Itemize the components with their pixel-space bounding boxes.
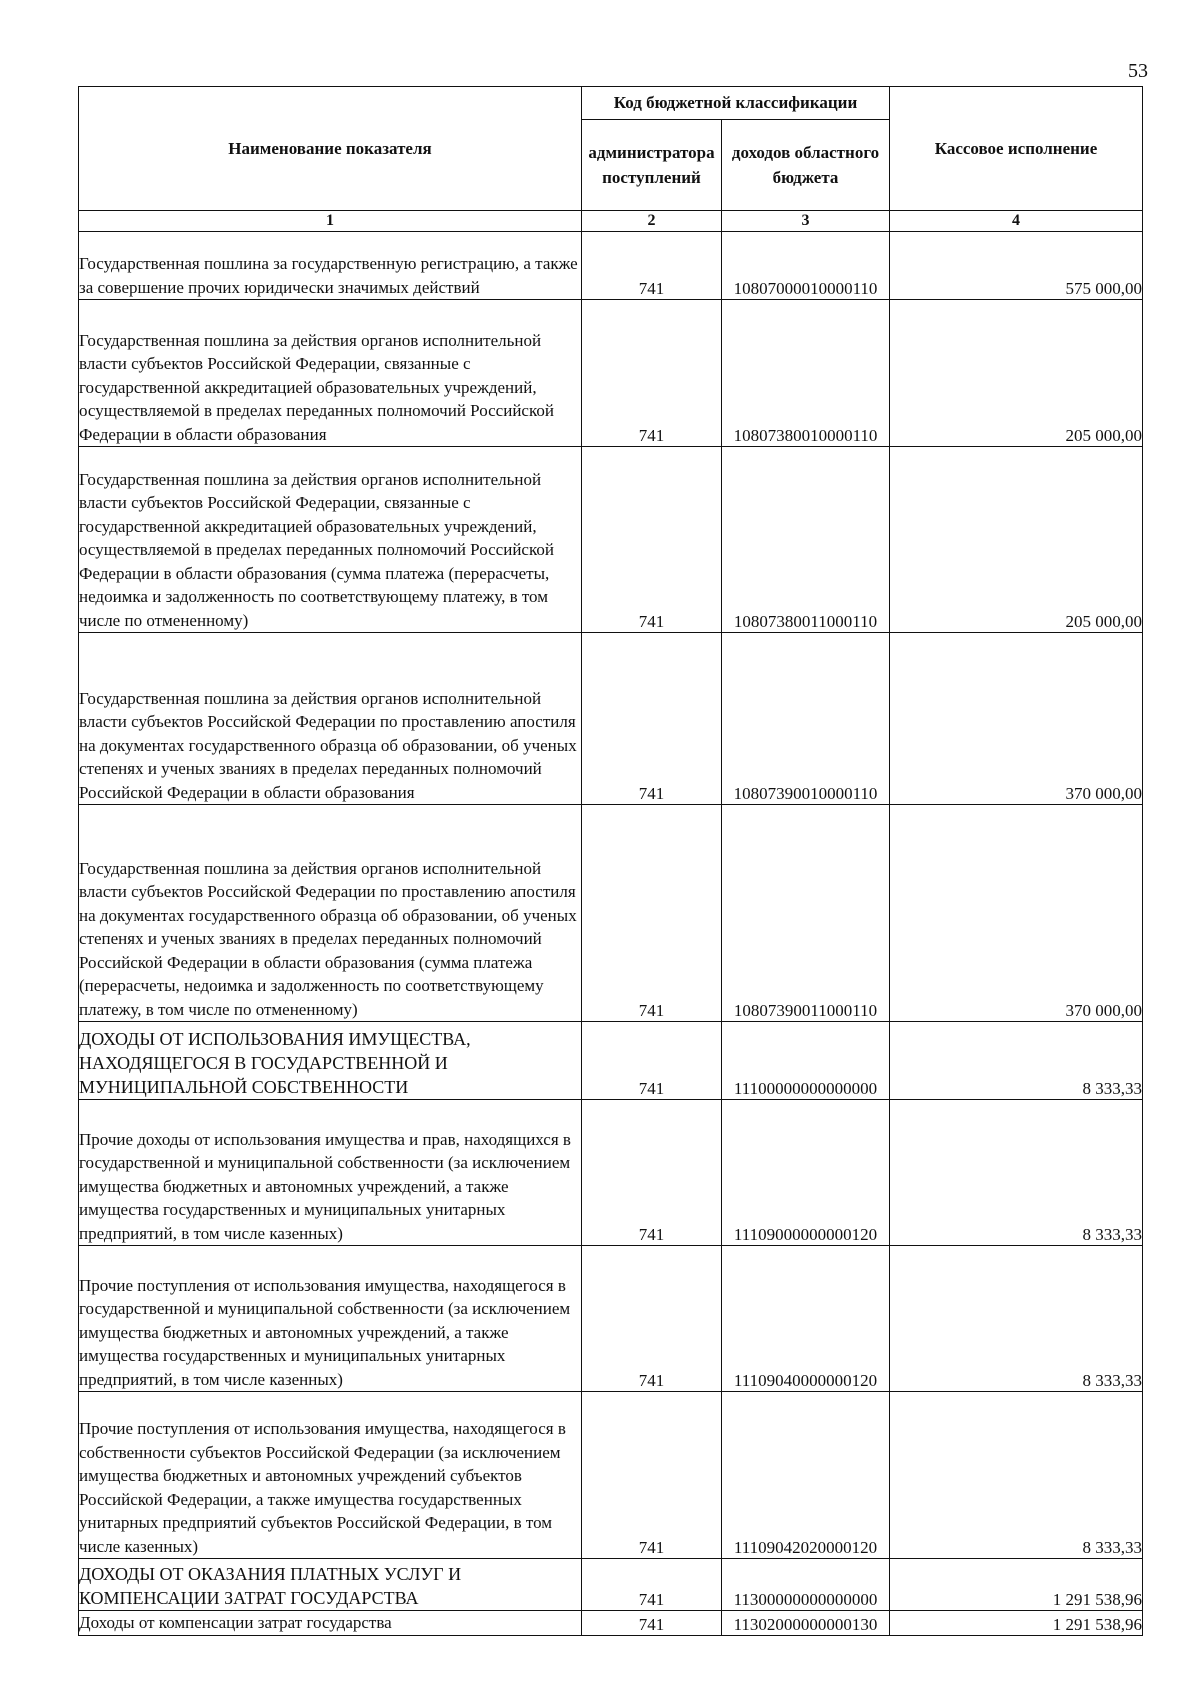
row-amount: 205 000,00 bbox=[890, 447, 1143, 633]
column-number-4: 4 bbox=[890, 211, 1143, 232]
table-row bbox=[79, 1246, 1143, 1392]
table-row bbox=[79, 1559, 1143, 1611]
row-amount: 205 000,00 bbox=[890, 300, 1143, 447]
row-admin-code: 741 bbox=[582, 300, 722, 447]
row-name: Государственная пошлина за действия органов исполнительной власти субъектов Российской Федерации по проставлению апостиля на документах государственного образца об образовании, об ученых степенях и ученых званиях в пределах переданных полномочий Российской Федерации в области образования bbox=[79, 633, 582, 805]
row-name: Прочие доходы от использования имущества и прав, находящихся в государственной и муниципальной собственности (за исключением имущества бюджетных и автономных учреждений, а также имущества государственных и муниципальных унитарных предприятий, в том числе казенных) bbox=[79, 1100, 582, 1246]
table-row bbox=[79, 1100, 1143, 1246]
column-number-2: 2 bbox=[582, 211, 722, 232]
table-row bbox=[79, 1392, 1143, 1559]
row-amount: 1 291 538,96 bbox=[890, 1559, 1143, 1611]
header-admin-code: администратора поступлений bbox=[582, 120, 722, 211]
row-income-code: 11109040000000120 bbox=[722, 1246, 890, 1392]
row-amount: 370 000,00 bbox=[890, 633, 1143, 805]
header-cash-execution: Кассовое исполнение bbox=[890, 87, 1143, 211]
row-name: Государственная пошлина за действия органов исполнительной власти субъектов Российской Федерации, связанные с государственной аккредитацией образовательных учреждений, осуществляемой в пределах переданных полномочий Российской Федерации в области образования (сумма платежа (перерасчеты, недоимка и задолженность по соответствующему платежу, в том числе по отмененному) bbox=[79, 447, 582, 633]
row-admin-code: 741 bbox=[582, 1100, 722, 1246]
row-admin-code: 741 bbox=[582, 232, 722, 300]
row-amount: 370 000,00 bbox=[890, 805, 1143, 1022]
table-row bbox=[79, 633, 1143, 805]
row-amount: 575 000,00 bbox=[890, 232, 1143, 300]
row-name: Прочие поступления от использования имущества, находящегося в собственности субъектов Российской Федерации (за исключением имущества бюджетных и автономных учреждений субъектов Российской Федерации, а также имущества государственных унитарных предприятий субъектов Российской Федерации, в том числе казенных) bbox=[79, 1392, 582, 1559]
row-income-code: 11100000000000000 bbox=[722, 1022, 890, 1100]
column-number-1: 1 bbox=[79, 211, 582, 232]
row-name: Прочие поступления от использования имущества, находящегося в государственной и муниципальной собственности (за исключением имущества бюджетных и автономных учреждений, а также имущества государственных и муниципальных унитарных предприятий, в том числе казенных) bbox=[79, 1246, 582, 1392]
row-admin-code: 741 bbox=[582, 1559, 722, 1611]
row-income-code: 11109042020000120 bbox=[722, 1392, 890, 1559]
row-admin-code: 741 bbox=[582, 805, 722, 1022]
row-name: ДОХОДЫ ОТ ОКАЗАНИЯ ПЛАТНЫХ УСЛУГ И КОМПЕНСАЦИИ ЗАТРАТ ГОСУДАРСТВА bbox=[79, 1559, 582, 1611]
row-income-code: 10807390010000110 bbox=[722, 633, 890, 805]
row-name: ДОХОДЫ ОТ ИСПОЛЬЗОВАНИЯ ИМУЩЕСТВА, НАХОДЯЩЕГОСЯ В ГОСУДАРСТВЕННОЙ И МУНИЦИПАЛЬНОЙ СОБСТВЕННОСТИ bbox=[79, 1022, 582, 1100]
table-row bbox=[79, 232, 1143, 300]
header-indicator-name: Наименование показателя bbox=[79, 87, 582, 211]
row-income-code: 10807380010000110 bbox=[722, 300, 890, 447]
row-income-code: 10807390011000110 bbox=[722, 805, 890, 1022]
table-row bbox=[79, 1611, 1143, 1636]
row-admin-code: 741 bbox=[582, 1246, 722, 1392]
row-admin-code: 741 bbox=[582, 1392, 722, 1559]
row-income-code: 10807000010000110 bbox=[722, 232, 890, 300]
row-income-code: 10807380011000110 bbox=[722, 447, 890, 633]
row-income-code: 11302000000000130 bbox=[722, 1611, 890, 1636]
header-income-code: доходов областного бюджета bbox=[722, 120, 890, 211]
row-name: Государственная пошлина за государственную регистрацию, а также за совершение прочих юридически значимых действий bbox=[79, 232, 582, 300]
row-income-code: 11109000000000120 bbox=[722, 1100, 890, 1246]
row-admin-code: 741 bbox=[582, 447, 722, 633]
table-row bbox=[79, 300, 1143, 447]
table-row bbox=[79, 805, 1143, 1022]
column-number-3: 3 bbox=[722, 211, 890, 232]
table-row bbox=[79, 447, 1143, 633]
row-amount: 8 333,33 bbox=[890, 1022, 1143, 1100]
row-amount: 8 333,33 bbox=[890, 1392, 1143, 1559]
row-name: Государственная пошлина за действия органов исполнительной власти субъектов Российской Федерации по проставлению апостиля на документах государственного образца об образовании, об ученых степенях и ученых званиях в пределах переданных полномочий Российской Федерации в области образования (сумма платежа (перерасчеты, недоимка и задолженность по соответствующему платежу, в том числе по отмененному) bbox=[79, 805, 582, 1022]
row-amount: 8 333,33 bbox=[890, 1246, 1143, 1392]
table-row bbox=[79, 1022, 1143, 1100]
row-amount: 1 291 538,96 bbox=[890, 1611, 1143, 1636]
row-income-code: 11300000000000000 bbox=[722, 1559, 890, 1611]
row-name: Государственная пошлина за действия органов исполнительной власти субъектов Российской Федерации, связанные с государственной аккредитацией образовательных учреждений, осуществляемой в пределах переданных полномочий Российской Федерации в области образования bbox=[79, 300, 582, 447]
row-name: Доходы от компенсации затрат государства bbox=[79, 1611, 582, 1636]
row-amount: 8 333,33 bbox=[890, 1100, 1143, 1246]
page-number: 53 bbox=[1128, 60, 1148, 82]
budget-table bbox=[78, 86, 1143, 1636]
row-admin-code: 741 bbox=[582, 1022, 722, 1100]
header-budget-classification: Код бюджетной классификации bbox=[582, 87, 890, 120]
row-admin-code: 741 bbox=[582, 1611, 722, 1636]
row-admin-code: 741 bbox=[582, 633, 722, 805]
